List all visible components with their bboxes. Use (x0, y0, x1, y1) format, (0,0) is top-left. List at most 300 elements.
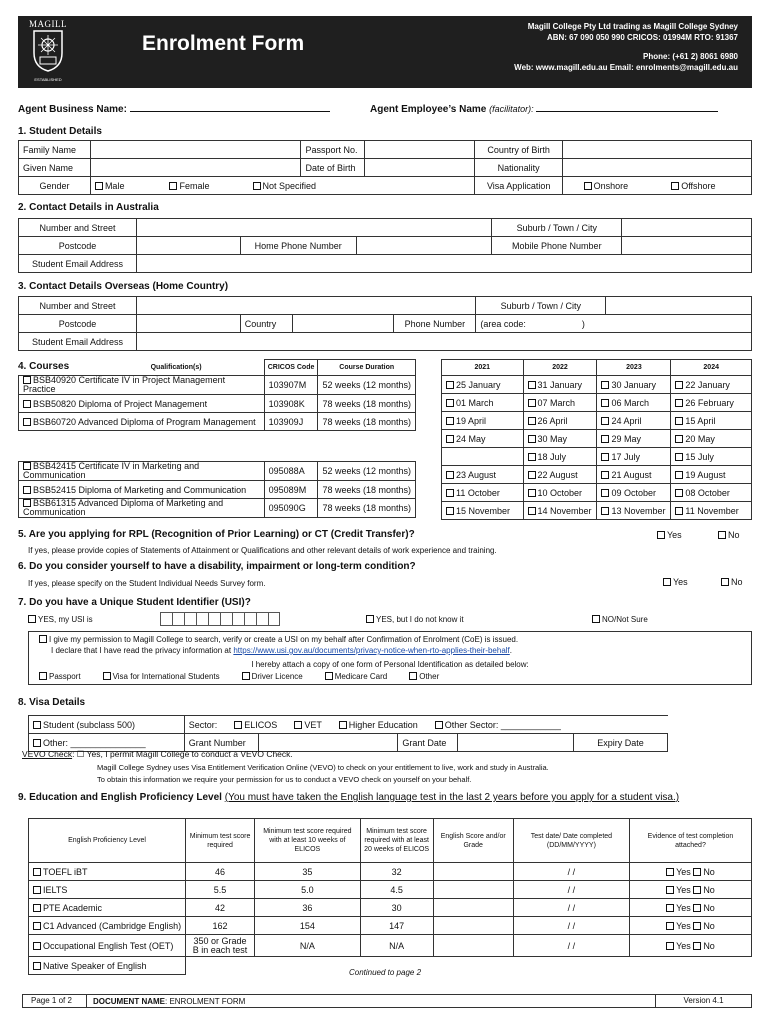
intake-checkbox[interactable] (675, 453, 683, 461)
grant-date-input[interactable] (458, 734, 574, 752)
passport-input[interactable] (365, 141, 475, 159)
intake-checkbox[interactable] (446, 435, 454, 443)
higher-ed-label: Higher Education (348, 719, 418, 730)
visa-other-checkbox[interactable] (33, 739, 41, 747)
intake-cell (671, 412, 752, 430)
english-test-name-cell (29, 899, 186, 917)
usi-input-boxes[interactable] (160, 612, 280, 626)
intake-row (442, 394, 752, 412)
q5-yes (657, 530, 682, 540)
intake-year-header: 2023 (597, 360, 671, 376)
course-row (19, 481, 416, 499)
section-9-note: (You must have taken the English language test in the last 2 years before you apply for a student visa.) (224, 792, 680, 803)
os-suburb-input[interactable] (606, 297, 752, 315)
au-street-label: Number and Street (19, 219, 137, 237)
english-test-row (29, 863, 752, 881)
privacy-link[interactable]: https://www.usi.gov.au/documents/privacy-notice-when-rto-applies-their-behalf (233, 646, 510, 655)
au-mobile-input[interactable] (622, 237, 752, 255)
intake-cell (523, 502, 597, 520)
english-test-checkbox[interactable] (33, 868, 41, 876)
intake-date: 31 January (537, 379, 583, 390)
intake-checkbox[interactable] (675, 381, 683, 389)
english-10wk-score: 35 (254, 863, 360, 881)
course-name: BSB61315 Advanced Diploma of Marketing and Communication (23, 498, 224, 517)
q7-no-label: NO/Not Sure (602, 615, 648, 624)
vevo-explanation-2: To obtain this information we require your permission for us to conduct a VEVO check on yourself on your behalf. (97, 775, 472, 784)
intake-checkbox[interactable] (446, 489, 454, 497)
intake-cell (671, 448, 752, 466)
course-cricos: 103908K (264, 395, 318, 413)
course-name-cell (19, 413, 265, 431)
intake-date: 22 January (685, 379, 730, 390)
intake-date: 26 February (685, 397, 734, 408)
section-2-title: 2. Contact Details in Australia (18, 202, 159, 213)
course-duration: 78 weeks (18 months) (318, 395, 416, 413)
evidence-yes-checkbox[interactable] (666, 868, 674, 876)
english-test-checkbox[interactable] (33, 886, 41, 894)
id-option-label: Passport (49, 672, 81, 681)
course-name: BSB52415 Diploma of Marketing and Communication (33, 484, 247, 495)
q6-title: 6. Do you consider yourself to have a disability, impairment or long-term condition? (18, 561, 416, 572)
q7-yes-unknown (366, 615, 464, 624)
visa-student-checkbox[interactable] (33, 721, 41, 729)
intake-checkbox[interactable] (528, 507, 536, 515)
os-phone-input[interactable] (476, 315, 752, 333)
intake-checkbox[interactable] (675, 507, 683, 515)
english-score-input[interactable] (433, 935, 513, 957)
course-spacer (19, 431, 416, 462)
registration-line: ABN: 67 090 050 990 CRICOS: 01994M RTO: 91367 (546, 33, 738, 42)
au-street-input[interactable] (136, 219, 491, 237)
os-country-input[interactable] (292, 315, 394, 333)
section-8-title: 8. Visa Details (18, 697, 86, 708)
english-test-date-input[interactable]: / / (513, 881, 629, 899)
intake-date: 17 July (611, 451, 640, 462)
english-column-header: Evidence of test completion attached? (629, 819, 751, 863)
grant-number-label: Grant Number (184, 734, 258, 752)
family-name-label: Family Name (19, 141, 91, 159)
intake-cell (442, 394, 524, 412)
english-test-name: C1 Advanced (Cambridge English) (43, 920, 182, 931)
college-logo (26, 19, 70, 83)
higher-ed-checkbox[interactable] (339, 721, 347, 729)
evidence-no-checkbox[interactable] (693, 922, 701, 930)
intake-row (442, 448, 752, 466)
visa-details-table (28, 715, 668, 752)
english-test-name-cell (29, 935, 186, 957)
id-option (325, 672, 387, 681)
course-group-project (19, 376, 416, 431)
id-attach-text: I hereby attach a copy of one form of Personal Identification as detailed below: (251, 660, 529, 669)
intake-date: 10 October (537, 487, 583, 498)
other-sector-label: Other Sector: ____________ (444, 719, 561, 730)
q6-no-checkbox[interactable] (721, 578, 729, 586)
english-20wk-score: 147 (360, 917, 433, 935)
intake-date: 01 March (456, 397, 494, 408)
intake-checkbox[interactable] (675, 399, 683, 407)
company-line: Magill College Pty Ltd trading as Magill College Sydney (527, 22, 738, 31)
intake-row (442, 502, 752, 520)
intake-date: 30 May (537, 433, 568, 444)
id-option-checkbox[interactable] (242, 672, 250, 680)
evidence-yes-checkbox[interactable] (666, 904, 674, 912)
id-options (39, 672, 439, 681)
vet-label: VET (304, 719, 322, 730)
id-option-checkbox[interactable] (39, 672, 47, 680)
english-test-row (29, 917, 752, 935)
course-name: BSB40920 Certificate IV in Project Management Practice (23, 375, 226, 394)
id-option-label: Visa for International Students (112, 672, 220, 681)
cricos-header: CRICOS Code (264, 360, 318, 376)
usi-permission-text: I give my permission to Magill College to search, verify or create a USI on my behalf after Confirmation of Enrolment (CoE) is issued. (49, 635, 519, 644)
given-name-input[interactable] (90, 159, 301, 177)
intake-date: 07 March (537, 397, 576, 408)
english-column-header: English Score and/or Grade (433, 819, 513, 863)
intake-checkbox[interactable] (601, 435, 609, 443)
au-home-phone-label: Home Phone Number (240, 237, 356, 255)
intake-cell (442, 502, 524, 520)
intake-checkbox[interactable] (528, 489, 536, 497)
intake-body (442, 376, 752, 520)
au-suburb-label: Suburb / Town / City (492, 219, 622, 237)
intake-date: 20 May (685, 433, 715, 444)
vevo-label: VEVO Check (22, 749, 73, 759)
onshore-label: Onshore (593, 180, 629, 191)
english-evidence-cell (629, 863, 751, 881)
intake-cell (671, 484, 752, 502)
intake-checkbox[interactable] (601, 417, 609, 425)
visa-application-label: Visa Application (475, 177, 563, 195)
english-test-checkbox[interactable] (33, 942, 41, 950)
visa-student-cell (29, 716, 185, 734)
english-column-header: Test date/ Date completed (DD/MM/YYYY) (513, 819, 629, 863)
os-postcode-input[interactable] (136, 315, 240, 333)
vevo-text[interactable]: : ☐ Yes, I permit Magill College to conduct a VEVO Check. (72, 749, 293, 759)
intake-checkbox[interactable] (675, 435, 683, 443)
course-checkbox[interactable] (23, 462, 31, 470)
course-checkbox[interactable] (23, 486, 31, 494)
intake-cell (523, 376, 597, 394)
evidence-no-checkbox[interactable] (693, 942, 701, 950)
college-info (514, 21, 738, 73)
agent-employee-label: Agent Employee’s Name (370, 104, 487, 115)
native-speaker-label: Native Speaker of English (43, 960, 147, 971)
evidence-yes-checkbox[interactable] (666, 922, 674, 930)
course-row (19, 376, 416, 395)
intake-cell (523, 466, 597, 484)
intake-date: 29 May (611, 433, 641, 444)
section-9-title (18, 792, 679, 803)
other-sector-checkbox[interactable] (435, 721, 443, 729)
expiry-date-label: Expiry Date (574, 734, 668, 752)
usi-permission-line (39, 635, 518, 644)
q7-yes-usi-checkbox[interactable] (28, 615, 36, 623)
usi-permission-box (28, 631, 752, 685)
dob-input[interactable] (365, 159, 475, 177)
intake-date: 18 July (537, 451, 567, 462)
section-1-title: 1. Student Details (18, 126, 102, 137)
evidence-yes-label: Yes (676, 920, 691, 931)
english-test-checkbox[interactable] (33, 904, 41, 912)
intake-cell (442, 430, 524, 448)
course-duration: 78 weeks (18 months) (318, 499, 416, 518)
english-20wk-score: 32 (360, 863, 433, 881)
id-option-label: Driver Licence (251, 672, 303, 681)
intake-cell (442, 466, 524, 484)
english-test-name: Occupational English Test (OET) (43, 940, 174, 951)
q5-yes-label: Yes (667, 530, 682, 540)
intake-date: 11 October (456, 487, 500, 498)
au-home-phone-input[interactable] (356, 237, 492, 255)
male-checkbox[interactable] (95, 182, 103, 190)
course-row (19, 413, 416, 431)
agent-employee-row (370, 103, 718, 115)
intake-year-header: 2024 (671, 360, 752, 376)
continued-note: Continued to page 2 (348, 968, 422, 977)
document-name-label: DOCUMENT NAME (93, 996, 165, 1006)
q5-title: 5. Are you applying for RPL (Recognition of Prior Learning) or CT (Credit Transfer)? (18, 529, 415, 540)
privacy-line (51, 646, 512, 655)
intake-date: 24 May (456, 433, 486, 444)
intake-date: 23 August (456, 469, 497, 480)
q7-no-checkbox[interactable] (592, 615, 600, 623)
os-phone-label: Phone Number (394, 315, 476, 333)
not-specified-checkbox[interactable] (253, 182, 261, 190)
intake-checkbox[interactable] (446, 399, 454, 407)
intake-checkbox[interactable] (446, 417, 454, 425)
sector-label: Sector: (188, 719, 218, 730)
os-suburb-label: Suburb / Town / City (476, 297, 606, 315)
os-postcode-label: Postcode (19, 315, 137, 333)
family-name-input[interactable] (90, 141, 301, 159)
intake-checkbox[interactable] (675, 489, 683, 497)
os-email-input[interactable] (136, 333, 751, 351)
course-checkbox[interactable] (23, 418, 31, 426)
os-email-label: Student Email Address (19, 333, 137, 351)
intake-cell (671, 394, 752, 412)
course-cricos: 095088A (264, 462, 318, 481)
id-option (39, 672, 81, 681)
form-header (18, 16, 752, 88)
intake-date: 30 January (611, 379, 656, 390)
os-country-label: Country (240, 315, 292, 333)
english-test-row (29, 935, 752, 957)
evidence-no-label: No (703, 902, 715, 913)
q6-yes-label: Yes (673, 577, 688, 587)
au-email-input[interactable] (136, 255, 751, 273)
intake-date: 19 August (685, 469, 726, 480)
evidence-no-checkbox[interactable] (693, 886, 701, 894)
intake-date: 25 January (456, 379, 501, 390)
usi-permission-checkbox[interactable] (39, 635, 47, 643)
q7-yes-unknown-checkbox[interactable] (366, 615, 374, 623)
vet-checkbox[interactable] (294, 721, 302, 729)
crest-icon (26, 29, 70, 73)
au-suburb-input[interactable] (622, 219, 752, 237)
duration-header: Course Duration (318, 360, 416, 376)
country-birth-input[interactable] (563, 141, 752, 159)
male-label: Male (104, 180, 125, 191)
english-test-name-cell (29, 881, 186, 899)
english-test-date-input[interactable]: / / (513, 863, 629, 881)
intake-date: 15 July (685, 451, 714, 462)
intake-checkbox[interactable] (601, 471, 609, 479)
os-street-label: Number and Street (19, 297, 137, 315)
english-score-input[interactable] (433, 881, 513, 899)
id-option-checkbox[interactable] (409, 672, 417, 680)
course-name-cell (19, 395, 265, 413)
elicos-label: ELICOS (244, 719, 278, 730)
intake-date: 26 April (537, 415, 568, 426)
q7-yes-usi (28, 615, 93, 624)
course-row (19, 462, 416, 481)
evidence-yes-label: Yes (676, 884, 691, 895)
elicos-checkbox[interactable] (234, 721, 242, 729)
given-name-label: Given Name (19, 159, 91, 177)
course-duration: 78 weeks (18 months) (318, 481, 416, 499)
q6-subtext: If yes, please specify on the Student Individual Needs Survey form. (28, 579, 266, 588)
evidence-yes-label: Yes (676, 902, 691, 913)
course-name: BSB42415 Certificate IV in Marketing and Communication (23, 461, 200, 480)
id-option-checkbox[interactable] (325, 672, 333, 680)
course-checkbox[interactable] (23, 376, 31, 384)
course-checkbox[interactable] (23, 400, 31, 408)
intake-checkbox[interactable] (446, 471, 454, 479)
evidence-no-label: No (703, 866, 715, 877)
evidence-no-checkbox[interactable] (693, 868, 701, 876)
course-duration: 78 weeks (18 months) (318, 413, 416, 431)
intake-row (442, 376, 752, 394)
evidence-yes-checkbox[interactable] (666, 886, 674, 894)
id-option (409, 672, 439, 681)
intake-checkbox[interactable] (601, 453, 609, 461)
english-10wk-score: 154 (254, 917, 360, 935)
english-10wk-score: N/A (254, 935, 360, 957)
course-checkbox[interactable] (23, 499, 31, 507)
visa-sector-cell (184, 716, 667, 734)
document-name-value: : ENROLMENT FORM (165, 996, 246, 1006)
intake-checkbox[interactable] (601, 489, 609, 497)
privacy-text: I declare that I have read the privacy information at (51, 646, 232, 655)
english-test-row (29, 881, 752, 899)
visa-application-options (563, 177, 752, 195)
course-name-cell (19, 481, 265, 499)
intake-years-row (442, 360, 752, 376)
nationality-label: Nationality (475, 159, 563, 177)
intake-checkbox[interactable] (446, 507, 454, 515)
q7-yes-unknown-label: YES, but I do not know it (376, 615, 464, 624)
intake-checkbox[interactable] (528, 381, 536, 389)
intake-date: 14 November (537, 505, 592, 516)
offshore-label: Offshore (681, 180, 716, 191)
agent-employee-field[interactable] (536, 103, 718, 112)
english-test-date-input[interactable]: / / (513, 917, 629, 935)
intake-checkbox[interactable] (528, 399, 536, 407)
phone-line: Phone: (+61 2) 8061 6980 (643, 52, 738, 61)
female-checkbox[interactable] (169, 182, 177, 190)
intake-cell (523, 484, 597, 502)
intake-date: 19 April (456, 415, 487, 426)
q6-yes (663, 577, 688, 587)
english-20wk-score: 4.5 (360, 881, 433, 899)
id-option-checkbox[interactable] (103, 672, 111, 680)
english-score-input[interactable] (433, 863, 513, 881)
vevo-explanation-1: Magill College Sydney uses Visa Entitlement Verification Online (VEVO) to check on your entitlement to live, work and study in Australia. (97, 763, 549, 772)
english-header-row (29, 819, 752, 863)
intake-checkbox[interactable] (601, 507, 609, 515)
course-cricos: 095089M (264, 481, 318, 499)
intake-cell (442, 484, 524, 502)
q7-yes-usi-label: YES, my USI is (38, 615, 93, 624)
nationality-input[interactable] (563, 159, 752, 177)
intake-date: 13 November (611, 505, 666, 516)
intake-checkbox[interactable] (528, 435, 536, 443)
intake-cell (523, 394, 597, 412)
agent-business-field[interactable] (130, 103, 330, 112)
intake-cell (523, 430, 597, 448)
intake-checkbox[interactable] (601, 399, 609, 407)
os-street-input[interactable] (136, 297, 475, 315)
intake-cell (597, 448, 671, 466)
page-number: Page 1 of 2 (23, 995, 87, 1007)
intake-checkbox[interactable] (601, 381, 609, 389)
privacy-end: . (509, 646, 512, 655)
english-proficiency-table (28, 818, 752, 975)
intake-checkbox[interactable] (446, 381, 454, 389)
country-birth-label: Country of Birth (475, 141, 563, 159)
q5-yes-checkbox[interactable] (657, 531, 665, 539)
offshore-checkbox[interactable] (671, 182, 679, 190)
course-name-cell (19, 376, 265, 395)
course-name-cell (19, 499, 265, 518)
intake-checkbox[interactable] (675, 471, 683, 479)
english-score-input[interactable] (433, 899, 513, 917)
intake-checkbox[interactable] (528, 453, 536, 461)
intake-year-header: 2022 (523, 360, 597, 376)
english-test-checkbox[interactable] (33, 922, 41, 930)
intake-cell (597, 466, 671, 484)
english-evidence-cell (629, 899, 751, 917)
overseas-contact-table (18, 296, 752, 351)
english-test-date-input[interactable]: / / (513, 899, 629, 917)
q6-yes-checkbox[interactable] (663, 578, 671, 586)
intake-checkbox[interactable] (675, 417, 683, 425)
english-score-input[interactable] (433, 917, 513, 935)
evidence-no-label: No (703, 940, 715, 951)
evidence-no-label: No (703, 884, 715, 895)
english-column-header: Minimum test score required with at least 10 weeks of ELICOS (254, 819, 360, 863)
au-postcode-input[interactable] (136, 237, 240, 255)
english-evidence-cell (629, 881, 751, 899)
area-code-label: (area code: (480, 318, 526, 329)
evidence-yes-checkbox[interactable] (666, 942, 674, 950)
english-test-date-input[interactable]: / / (513, 935, 629, 957)
q5-no-checkbox[interactable] (718, 531, 726, 539)
evidence-no-checkbox[interactable] (693, 904, 701, 912)
intake-row (442, 412, 752, 430)
course-cricos: 095090G (264, 499, 318, 518)
course-duration: 52 weeks (12 months) (318, 462, 416, 481)
au-postcode-label: Postcode (19, 237, 137, 255)
onshore-checkbox[interactable] (584, 182, 592, 190)
intake-checkbox[interactable] (528, 471, 536, 479)
intake-checkbox[interactable] (528, 417, 536, 425)
intake-cell (597, 502, 671, 520)
intake-cell (671, 376, 752, 394)
au-mobile-label: Mobile Phone Number (492, 237, 622, 255)
id-option (103, 672, 220, 681)
intakes-table (441, 359, 752, 520)
